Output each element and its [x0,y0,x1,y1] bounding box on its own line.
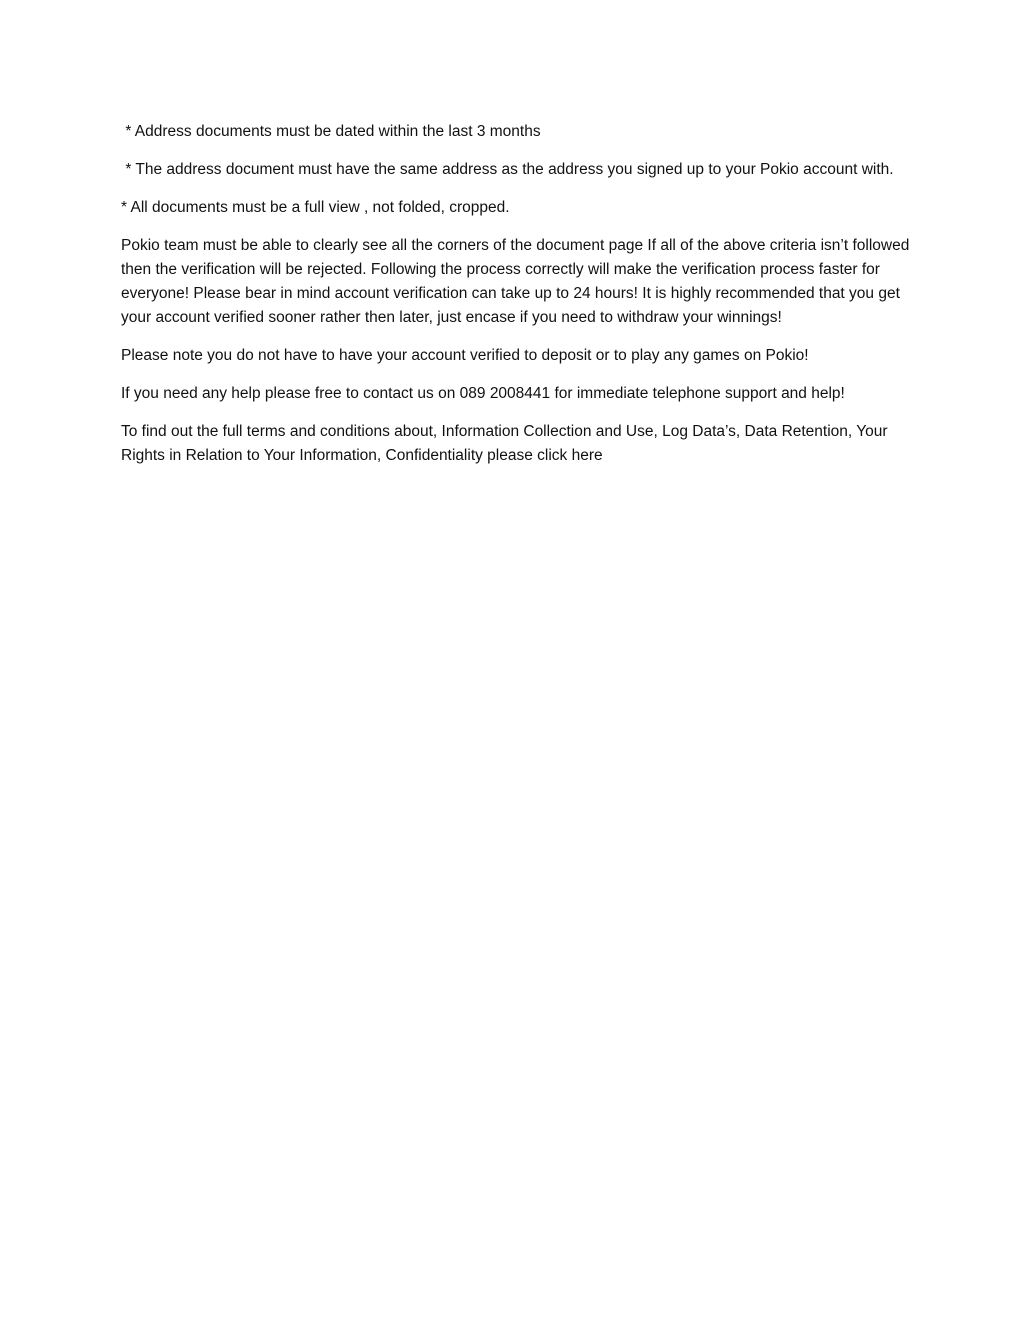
paragraph-full-view-requirement: * All documents must be a full view , not folded, cropped. [121,199,510,216]
paragraph-verification-process: Pokio team must be able to clearly see all the corners of the document page If all of the above criteria isn’t followed then the verification will be rejected. Following the process correctly will make the verification process faster for everyone! Please bear in mind account verification can take up to 24 hours! It is highly recommended that you get your account verified sooner rather then later, just encase if you need to withdraw your winnings! [121,237,914,326]
paragraph-terms-link[interactable]: To find out the full terms and conditions about, Information Collection and Use, Log Data’s, Data Retention, Your Rights in Relation to Your Information, Confidentiality please click here [121,423,892,464]
paragraph-contact-support: If you need any help please free to contact us on 089 2008441 for immediate telephone support and help! [121,385,845,402]
paragraph-address-match-requirement: * The address document must have the same address as the address you signed up to your Pokio account with. [121,161,894,178]
paragraph-address-date-requirement: * Address documents must be dated within the last 3 months [121,123,541,140]
paragraph-verification-optional: Please note you do not have to have your account verified to deposit or to play any games on Pokio! [121,347,809,364]
document-body [121,120,914,482]
